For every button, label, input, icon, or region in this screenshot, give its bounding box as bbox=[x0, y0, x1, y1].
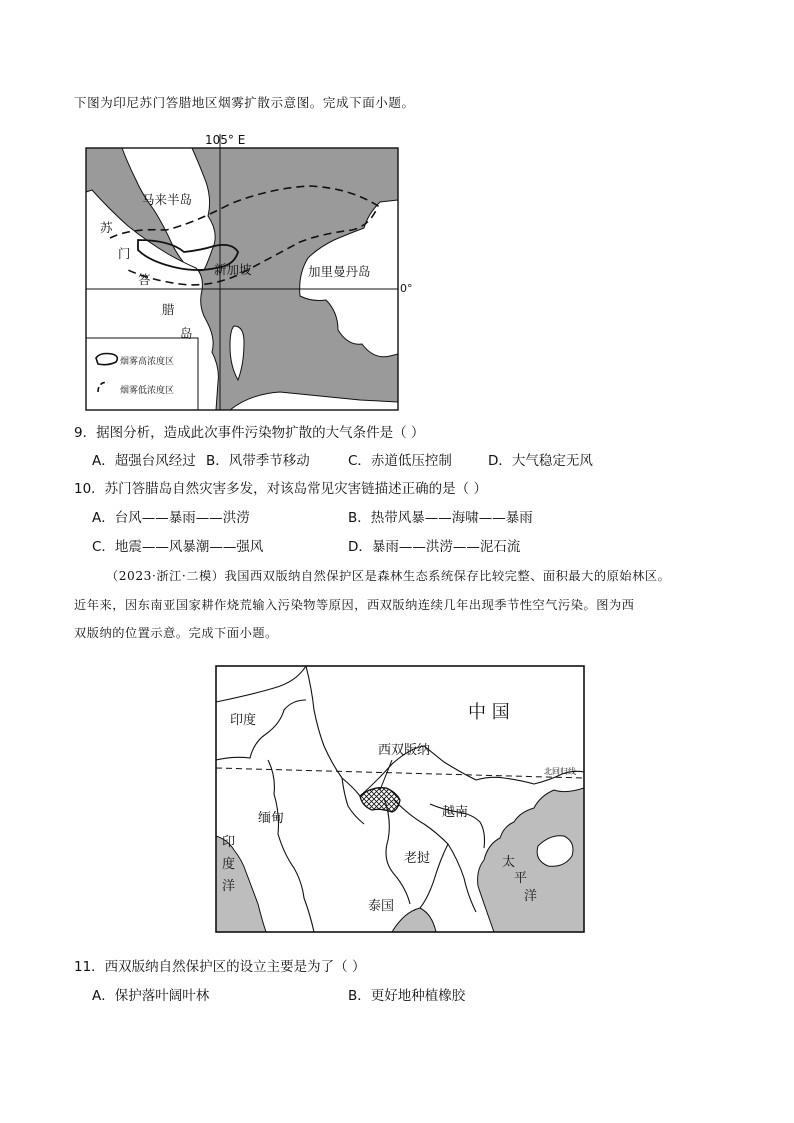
intro-text-2-line-1: （2023·浙江·二模）我国西双版纳自然保护区是森林生态系统保存比较完整、面积最大的原始林区。 bbox=[106, 569, 671, 583]
intro-text-2-line-3: 双版纳的位置示意。完成下面小题。 bbox=[74, 626, 278, 640]
q10-option-b: B．热带风暴——海啸——暴雨 bbox=[348, 510, 533, 526]
indian-ocean-char-1: 印 bbox=[222, 835, 236, 850]
indian-ocean-char-3: 洋 bbox=[222, 879, 236, 894]
q9-option-b: B．风带季节移动 bbox=[206, 453, 310, 469]
q11-option-b: B．更好地种植橡胶 bbox=[348, 988, 466, 1004]
kalimantan-label: 加里曼丹岛 bbox=[308, 264, 371, 279]
q10-option-d: D．暴雨——洪涝——泥石流 bbox=[348, 539, 521, 555]
equator-label: 0° bbox=[400, 282, 413, 295]
q10-option-c: C．地震——风暴潮——强风 bbox=[92, 539, 264, 555]
myanmar-label: 缅甸 bbox=[258, 811, 285, 826]
sumatra-char-1: 苏 bbox=[100, 220, 113, 235]
q9-option-c: C．赤道低压控制 bbox=[348, 453, 452, 469]
legend-high-label: 烟雾高浓度区 bbox=[120, 357, 175, 367]
indian-ocean-char-2: 度 bbox=[222, 857, 236, 872]
question-10-stem: 10．苏门答腊岛自然灾害多发，对该岛常见灾害链描述正确的是（ ） bbox=[74, 481, 487, 497]
pacific-char-3: 洋 bbox=[524, 889, 538, 904]
singapore-label: 新加坡 bbox=[214, 262, 252, 277]
sumatra-char-2: 门 bbox=[118, 246, 131, 261]
china-label: 中 国 bbox=[468, 702, 510, 723]
sumatra-haze-map bbox=[80, 130, 420, 415]
xishuangbanna-label: 西双版纳 bbox=[378, 743, 431, 758]
vietnam-label: 越南 bbox=[442, 805, 469, 820]
sumatra-char-4: 腊 bbox=[162, 302, 175, 317]
pacific-char-1: 太 bbox=[502, 855, 516, 870]
india-label: 印度 bbox=[230, 713, 257, 728]
malay-peninsula-label: 马来半岛 bbox=[142, 192, 193, 207]
sumatra-char-3: 答 bbox=[138, 272, 151, 287]
pacific-char-2: 平 bbox=[514, 871, 528, 886]
question-11-stem: 11．西双版纳自然保护区的设立主要是为了（ ） bbox=[74, 959, 366, 975]
q11-option-a: A．保护落叶阔叶林 bbox=[92, 988, 210, 1004]
intro-text-1: 下图为印尼苏门答腊地区烟雾扩散示意图。完成下面小题。 bbox=[74, 95, 415, 110]
longitude-label: 105° E bbox=[205, 133, 246, 147]
q9-option-d: D．大气稳定无风 bbox=[488, 453, 593, 469]
tropic-label: 北回归线 bbox=[544, 767, 576, 776]
legend-low-label: 烟雾低浓度区 bbox=[120, 386, 175, 396]
intro-text-2-line-2: 近年来，因东南亚国家耕作烧荒输入污染物等原因，西双版纳连续几年出现季节性空气污染。图为西 bbox=[74, 598, 635, 612]
thailand-label: 泰国 bbox=[368, 899, 395, 914]
q9-option-a: A．超强台风经过 bbox=[92, 453, 196, 469]
q10-option-a: A．台风——暴雨——洪涝 bbox=[92, 510, 250, 526]
sumatra-char-5: 岛 bbox=[180, 326, 193, 341]
question-9-stem: 9．据图分析，造成此次事件污染物扩散的大气条件是（ ） bbox=[74, 425, 425, 441]
laos-label: 老挝 bbox=[404, 851, 431, 866]
xishuangbanna-map bbox=[214, 664, 586, 934]
